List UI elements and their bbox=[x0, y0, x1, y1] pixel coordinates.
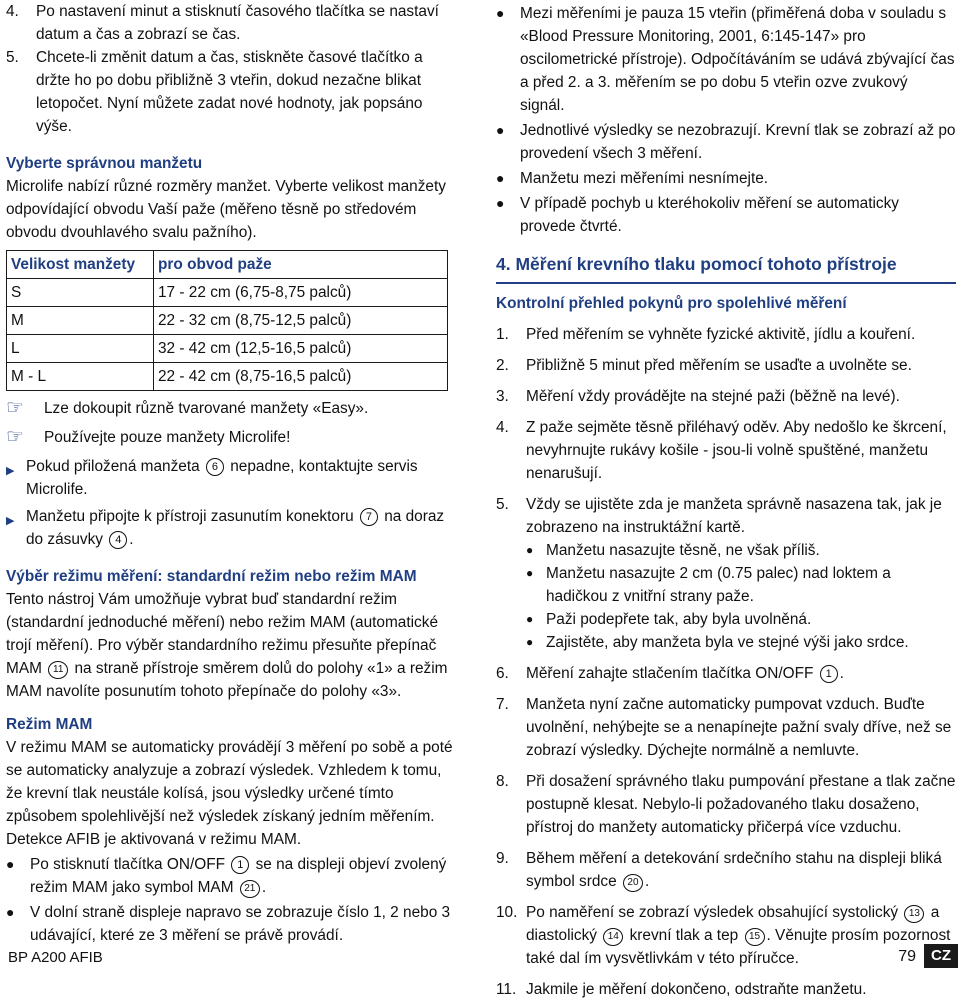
table-cell: L bbox=[7, 335, 154, 363]
right-column bbox=[496, 0, 956, 1001]
bullet-text: V případě pochyb u kteréhokoliv měření se automaticky provede čtvrté. bbox=[520, 195, 899, 235]
step-5 bbox=[6, 46, 456, 138]
sub-bullet bbox=[496, 539, 956, 562]
table-row bbox=[7, 363, 448, 391]
item-number: 2. bbox=[496, 357, 509, 374]
table-cell: 22 - 42 cm (8,75-16,5 palců) bbox=[154, 363, 448, 391]
instruction-text: Manžetu připojte k přístroji zasunutím konektoru 7 na doraz do zásuvky 4 . bbox=[26, 508, 445, 548]
bullet-text: V dolní straně displeje napravo se zobrazuje číslo 1, 2 nebo 3 udávající, které ze 3 měření se právě provádí. bbox=[30, 904, 451, 944]
item-number: 4. bbox=[496, 419, 509, 436]
checklist-item-7 bbox=[496, 693, 956, 762]
ref-marker: 21 bbox=[240, 880, 260, 898]
checklist-item-9 bbox=[496, 847, 956, 893]
checklist-item-5 bbox=[496, 493, 956, 539]
table-cell: S bbox=[7, 279, 154, 307]
step-text: Chcete-li změnit datum a čas, stiskněte časové tlačítko a držte ho po dobu přibližně 3 vteřin, dokud nezačne blikat letopočet. Nyní můžete zadat nové hodnoty, jak popsáno výše. bbox=[36, 49, 423, 135]
instruction-text: Pokud přiložená manžeta 6 nepadne, kontaktujte servis Microlife. bbox=[26, 458, 418, 498]
item-text: Jakmile je měření dokončeno, odstraňte manžetu. bbox=[526, 981, 867, 998]
bullet-icon: ● bbox=[526, 612, 534, 626]
sub-bullet-text: Manžetu nasazujte 2 cm (0.75 palec) nad loktem a hadičkou z vnitřní strany paže. bbox=[546, 565, 891, 605]
mam-bullet-2 bbox=[6, 901, 456, 947]
arrow-right-icon: ▶ bbox=[6, 465, 15, 477]
bullet-text: Mezi měřeními je pauza 15 vteřin (přiměřená doba v souladu s «Blood Pressure Monitoring, 2001, 6:145-147» pro oscilometrické přístroje). Odpočítáváním se udává zbývající čas a před 2. a 3. měřením se po dobu 5 vteřin ozve zvukový signál. bbox=[520, 5, 955, 114]
table-cell: M bbox=[7, 307, 154, 335]
item-number: 8. bbox=[496, 773, 509, 790]
checklist-item-1 bbox=[496, 323, 956, 346]
checklist-item-4 bbox=[496, 416, 956, 485]
sub-bullet bbox=[496, 608, 956, 631]
page-footer bbox=[0, 942, 960, 970]
ref-marker: 1 bbox=[231, 856, 249, 874]
table-cell: 22 - 32 cm (8,75-12,5 palců) bbox=[154, 307, 448, 335]
pointing-hand-icon: ☞ bbox=[6, 397, 24, 419]
mam-bullet-3 bbox=[496, 2, 956, 117]
cuff-heading: Vyberte správnou manžetu bbox=[6, 155, 203, 172]
bullet-icon: ● bbox=[526, 543, 534, 557]
item-text: Po naměření se zobrazí výsledek obsahující systolický 13 a diastolický 14 krevní tlak a tep 15 . Věnujte prosím pozornost také dal ím vysvětlivkám v této příručce. bbox=[526, 904, 951, 967]
section-title-text: Měření krevního tlaku pomocí tohoto přístroje bbox=[515, 254, 897, 274]
step-text: Po nastavení minut a stisknutí časového tlačítka se nastaví datum a čas a zobrazí se čas. bbox=[36, 3, 439, 43]
instruction-connect-cuff bbox=[6, 505, 456, 551]
mam-bullet-4 bbox=[496, 119, 956, 165]
item-text: Manžeta nyní začne automaticky pumpovat vzduch. Buďte uvolnění, nehýbejte se a nenapínejte pažní svaly dříve, než se zobrazí výsledky. Dýchejte normálně a nemluvte. bbox=[526, 696, 952, 759]
language-badge: CZ bbox=[924, 944, 958, 968]
ref-marker: 20 bbox=[623, 874, 643, 892]
table-cell: 32 - 42 cm (12,5-16,5 palců) bbox=[154, 335, 448, 363]
bullet-text: Manžetu mezi měřeními nesnímejte. bbox=[520, 170, 769, 187]
item-number: 10. bbox=[496, 904, 518, 921]
checklist-heading: Kontrolní přehled pokynů pro spolehlivé měření bbox=[496, 295, 847, 312]
bullet-icon: ● bbox=[526, 635, 534, 649]
bullet-text: Jednotlivé výsledky se nezobrazují. Krevní tlak se zobrazí až po provedení všech 3 měření. bbox=[520, 122, 956, 162]
section-rule bbox=[496, 282, 956, 284]
ref-marker: 4 bbox=[109, 531, 127, 549]
note-text: Používejte pouze manžety Microlife! bbox=[44, 429, 291, 446]
item-text: Před měřením se vyhněte fyzické aktivitě, jídlu a kouření. bbox=[526, 326, 916, 343]
note-text: Lze dokoupit různě tvarované manžety «Easy». bbox=[44, 400, 369, 417]
ref-marker: 13 bbox=[904, 905, 924, 923]
item-number: 11. bbox=[496, 981, 517, 998]
ref-marker: 7 bbox=[360, 508, 378, 526]
mam-bullet-1 bbox=[6, 853, 456, 899]
bullet-icon: ● bbox=[496, 195, 505, 211]
checklist-item-11 bbox=[496, 978, 956, 1001]
mam-paragraph: V režimu MAM se automaticky provádějí 3 měření po sobě a poté se automaticky analyzuje a zobrazí výsledek. Vzhledem k tomu, že krevní tlak neustále kolísá, jsou výsledky určené tímto způsobem spolehlivější než výsledek získaný jedním měřením. Detekce AFIB je aktivovaná v režimu MAM. bbox=[6, 739, 453, 848]
cuff-intro: Microlife nabízí různé rozměry manžet. Vyberte velikost manžety odpovídající obvodu Vaší paže (měřeno těsně po středovém obvodu dvouhlavého svalu pažního). bbox=[6, 178, 446, 241]
mode-heading: Výběr režimu měření: standardní režim nebo režim MAM bbox=[6, 568, 417, 585]
item-number: 1. bbox=[496, 326, 509, 343]
bullet-icon: ● bbox=[496, 122, 505, 138]
sub-bullet-text: Zajistěte, aby manžeta byla ve stejné výši jako srdce. bbox=[546, 634, 909, 651]
bullet-icon: ● bbox=[496, 170, 505, 186]
step-number: 5. bbox=[6, 49, 19, 66]
mam-heading: Režim MAM bbox=[6, 716, 93, 733]
item-number: 7. bbox=[496, 696, 509, 713]
bullet-icon: ● bbox=[6, 856, 15, 872]
item-number: 5. bbox=[496, 496, 509, 513]
ref-marker: 11 bbox=[48, 661, 68, 679]
sub-bullet bbox=[496, 562, 956, 608]
checklist-item-6 bbox=[496, 662, 956, 685]
section-title bbox=[496, 252, 956, 276]
item-text: Měření zahajte stlačením tlačítka ON/OFF 1 . bbox=[526, 665, 844, 682]
item-text: Měření vždy provádějte na stejné paži (běžně na levé). bbox=[526, 388, 900, 405]
page-number: 79 bbox=[898, 948, 916, 965]
table-header: pro obvod paže bbox=[154, 251, 448, 279]
sub-bullet bbox=[496, 631, 956, 654]
checklist-item-8 bbox=[496, 770, 956, 839]
item-text: Přibližně 5 minut před měřením se usaďte a uvolněte se. bbox=[526, 357, 912, 374]
item-number: 3. bbox=[496, 388, 509, 405]
mam-bullet-5 bbox=[496, 167, 956, 190]
checklist-item-3 bbox=[496, 385, 956, 408]
table-cell: 17 - 22 cm (6,75-8,75 palců) bbox=[154, 279, 448, 307]
table-header: Velikost manžety bbox=[7, 251, 154, 279]
arrow-right-icon: ▶ bbox=[6, 515, 15, 527]
model-name: BP A200 AFIB bbox=[8, 949, 103, 966]
cuff-size-table bbox=[6, 250, 448, 391]
item-text: Vždy se ujistěte zda je manžeta správně nasazena tak, jak je zobrazeno na instruktážní kartě. bbox=[526, 496, 942, 536]
item-text: Během měření a detekování srdečního stahu na displeji bliká symbol srdce 20 . bbox=[526, 850, 942, 890]
step-4 bbox=[6, 0, 456, 46]
ref-marker: 1 bbox=[820, 665, 838, 683]
left-column bbox=[6, 0, 456, 949]
section-number: 4. bbox=[496, 254, 511, 274]
bullet-icon: ● bbox=[496, 5, 505, 21]
table-cell: M - L bbox=[7, 363, 154, 391]
instruction-cuff-fit bbox=[6, 455, 456, 501]
mode-paragraph: Tento nástroj Vám umožňuje vybrat buď standardní režim (standardní jednoduché měření) nebo režim MAM (automatické trojí měření). Pro výběr standardního režimu přesuňte přepínač MAM 11 na straně přístroje směrem dolů do polohy «1» a režim MAM navolíte posunutím tohoto přepínače do polohy «3». bbox=[6, 591, 448, 700]
table-row bbox=[7, 279, 448, 307]
note-easy-cuffs bbox=[6, 397, 456, 420]
ref-marker: 15 bbox=[745, 928, 765, 946]
bullet-text: Po stisknutí tlačítka ON/OFF 1 se na displeji objeví zvolený režim MAM jako symbol MAM 21 . bbox=[30, 856, 447, 896]
note-microlife-only bbox=[6, 426, 456, 449]
sub-bullet-text: Paži podepřete tak, aby byla uvolněná. bbox=[546, 611, 812, 628]
table-header-row bbox=[7, 251, 448, 279]
item-number: 9. bbox=[496, 850, 509, 867]
table-row bbox=[7, 335, 448, 363]
item-text: Při dosažení správného tlaku pumpování přestane a tlak začne postupně klesat. Nebylo-li požadovaného tlaku dosaženo, přístroj do manžety automaticky přičerpá více vzduchu. bbox=[526, 773, 956, 836]
bullet-icon: ● bbox=[526, 566, 534, 580]
mam-bullet-6 bbox=[496, 192, 956, 238]
step-number: 4. bbox=[6, 3, 19, 20]
table-row bbox=[7, 307, 448, 335]
ref-marker: 14 bbox=[603, 928, 623, 946]
bullet-icon: ● bbox=[6, 904, 15, 920]
item-number: 6. bbox=[496, 665, 509, 682]
ref-marker: 6 bbox=[206, 458, 224, 476]
item-text: Z paže sejměte těsně přiléhavý oděv. Aby nedošlo ke škrcení, nevyhrnujte rukávy košile - jsou-li volně spuštěné, manžetu nenarušují. bbox=[526, 419, 947, 482]
sub-bullet-text: Manžetu nasazujte těsně, ne však příliš. bbox=[546, 542, 820, 559]
checklist-item-2 bbox=[496, 354, 956, 377]
pointing-hand-icon: ☞ bbox=[6, 426, 24, 448]
